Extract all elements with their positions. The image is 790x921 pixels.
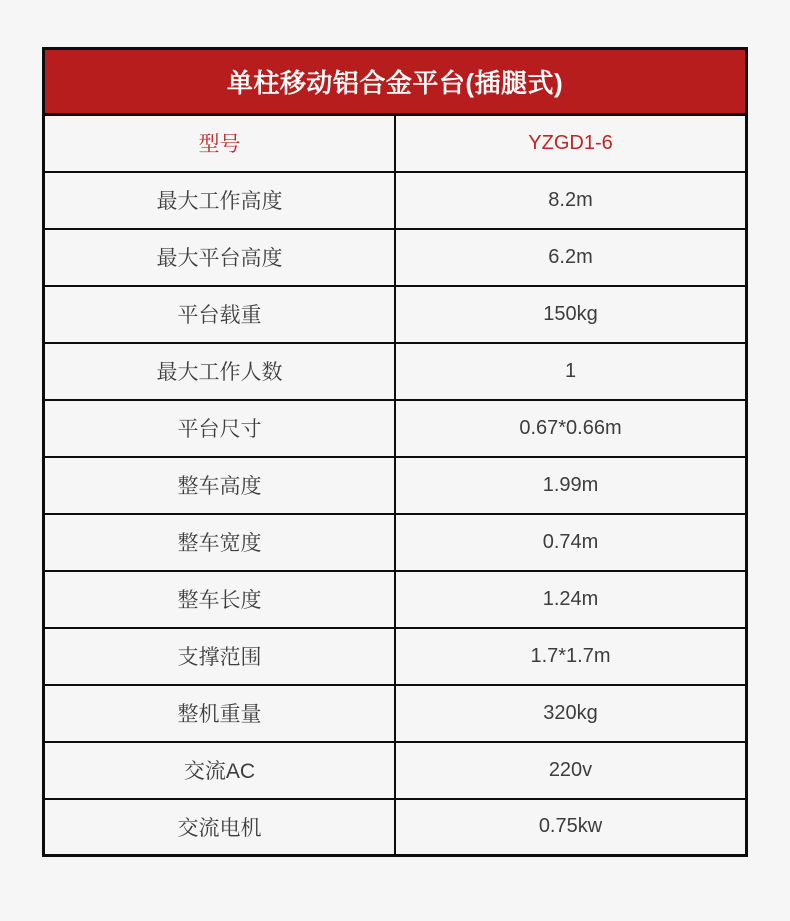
spec-label: 最大平台高度	[44, 229, 396, 286]
spec-label: 平台载重	[44, 286, 396, 343]
spec-table-header	[44, 49, 747, 115]
spec-label: 交流电机	[44, 799, 396, 856]
spec-value: 0.75kw	[395, 799, 747, 856]
table-row	[44, 286, 747, 343]
spec-label: 整车长度	[44, 571, 396, 628]
table-row	[44, 514, 747, 571]
table-row	[44, 229, 747, 286]
spec-label: 型号	[44, 115, 396, 172]
spec-value: YZGD1-6	[395, 115, 747, 172]
table-row	[44, 400, 747, 457]
table-row	[44, 628, 747, 685]
table-row-model	[44, 115, 747, 172]
spec-value: 150kg	[395, 286, 747, 343]
spec-value: 220v	[395, 742, 747, 799]
spec-table	[42, 47, 748, 857]
spec-value: 1	[395, 343, 747, 400]
spec-value: 0.74m	[395, 514, 747, 571]
spec-label: 整机重量	[44, 685, 396, 742]
table-row	[44, 343, 747, 400]
spec-label: 支撑范围	[44, 628, 396, 685]
table-row	[44, 742, 747, 799]
spec-value: 6.2m	[395, 229, 747, 286]
spec-table-body	[44, 115, 747, 856]
table-title: 单柱移动铝合金平台(插腿式)	[44, 49, 747, 115]
spec-label: 最大工作高度	[44, 172, 396, 229]
spec-value: 1.99m	[395, 457, 747, 514]
spec-value: 8.2m	[395, 172, 747, 229]
spec-label: 平台尺寸	[44, 400, 396, 457]
table-row	[44, 172, 747, 229]
spec-value: 1.7*1.7m	[395, 628, 747, 685]
spec-value: 1.24m	[395, 571, 747, 628]
title-row	[44, 49, 747, 115]
table-row	[44, 457, 747, 514]
table-row	[44, 799, 747, 856]
spec-value: 320kg	[395, 685, 747, 742]
spec-label: 最大工作人数	[44, 343, 396, 400]
spec-label: 交流AC	[44, 742, 396, 799]
spec-label: 整车高度	[44, 457, 396, 514]
table-row	[44, 685, 747, 742]
spec-value: 0.67*0.66m	[395, 400, 747, 457]
spec-label: 整车宽度	[44, 514, 396, 571]
table-row	[44, 571, 747, 628]
